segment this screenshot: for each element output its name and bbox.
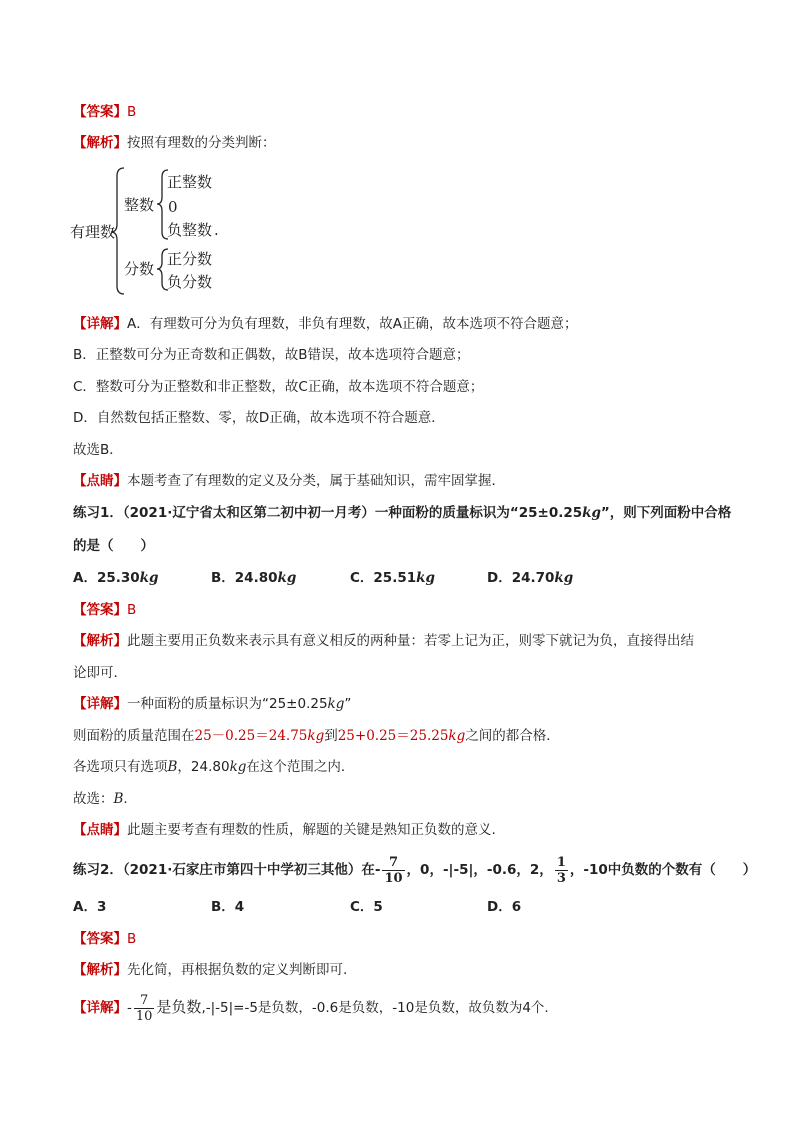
fraction-1-3: $\frac{1}{3}$ (556, 854, 566, 886)
detail-line-6: 【详解】- $\frac{7}{10}$ 是负数,-|-5|=-5是负数，-0.6是负数，-10是负数，故负数为4个. (73, 992, 549, 1024)
conclusion-line: 故选B． (73, 442, 123, 458)
answer-line-2 (73, 600, 136, 620)
question-text: 练习1．（2021·辽宁省太和区第二初中初一月考）一种面粉的质量标识为“25±0.25 (73, 505, 583, 521)
choose-line: 故选：B. (73, 791, 128, 807)
option-d: D．24.70kg (487, 570, 574, 586)
option-a: A．25.30kg (73, 570, 159, 586)
tree-integer-item: 正整数 (167, 173, 213, 191)
point-line-2 (73, 820, 496, 840)
analysis-tag: 【解析】 (73, 633, 127, 649)
answer-value: B (127, 104, 137, 120)
point-text: 此题主要考查有理数的性质，解题的关键是熟知正负数的意义. (127, 822, 496, 838)
answer-value: B (127, 602, 137, 618)
answer-tag: 【答案】 (73, 602, 127, 618)
analysis-text: 先化简，再根据负数的定义判断即可. (127, 962, 348, 978)
detail-tag: 【详解】 (73, 696, 127, 712)
detail-tag: 【详解】 (73, 316, 127, 332)
detail-line-5: 【详解】一种面粉的质量标识为“25±0.25kg” (73, 696, 352, 712)
analysis-tag: 【解析】 (73, 135, 127, 151)
tree-period: . (214, 221, 219, 239)
point-line-1 (73, 471, 505, 491)
detail-line-1 (73, 314, 577, 334)
detail-text: A．有理数可分为负有理数，非负有理数，故A正确，故本选项不符合题意； (127, 316, 578, 332)
exercise-1-question-line-2: 的是（ ） (73, 538, 154, 554)
exercise-2-question: 练习2．（2021·石家庄市第四十中学初三其他）在- $\frac{7}{10}$ ，0，-|-5|，-0.6，2， $\frac{1}{3}$ ，-10中负数的个数有（ ） (73, 854, 757, 886)
option-b: B．4 (211, 899, 245, 915)
tree-fraction-item: 负分数 (167, 273, 213, 291)
option-c: C．25.51kg (350, 570, 435, 586)
tree-integer: 整数 (124, 196, 155, 214)
option-a: A．3 (73, 899, 107, 915)
option-d: D．6 (487, 899, 522, 915)
detail-line-3: C．整数可分为正整数和非正整数，故C正确，故本选项不符合题意； (73, 379, 484, 395)
exercise-2-options (73, 897, 723, 917)
tree-braces (0, 0, 794, 320)
detail-text: 一种面粉的质量标识为“25±0.25 (127, 696, 328, 712)
point-tag: 【点睛】 (73, 822, 127, 838)
detail-line-2: B．正整数可分为正奇数和正偶数，故B错误，故本选项符合题意； (73, 347, 470, 363)
exercise-1-question-line-1 (73, 503, 731, 523)
range-upper: 25+0.25＝25.25 (337, 728, 449, 744)
point-tag: 【点睛】 (73, 473, 127, 489)
question-text: 练习2．（2021·石家庄市第四十中学初三其他）在- (73, 862, 381, 878)
answer-line-3 (73, 929, 136, 949)
analysis-tag: 【解析】 (73, 962, 127, 978)
point-text: 本题考查了有理数的定义及分类，属于基础知识，需牢固掌握． (127, 473, 505, 489)
option-c: C．5 (350, 899, 383, 915)
answer-tag: 【答案】 (73, 931, 127, 947)
analysis-line-3 (73, 960, 347, 980)
exercise-1-options (73, 568, 723, 588)
analysis-text: 此题主要用正负数来表示具有意义相反的两种量：若零上记为正，则零下就记为负，直接得出结 (127, 633, 694, 649)
only-line: 各选项只有选项B，24.80kg在这个范围之内． (73, 759, 355, 775)
detail-tag: 【详解】 (73, 1000, 127, 1016)
fraction-7-10: $\frac{7}{10}$ (384, 854, 403, 886)
range-lower: 25－0.25＝24.75 (194, 728, 308, 744)
analysis-line-2b: 论即可． (73, 665, 127, 681)
answer-value: B (127, 931, 137, 947)
answer-tag: 【答案】 (73, 104, 127, 120)
unit-kg: kg (327, 696, 345, 712)
analysis-line-2 (73, 631, 694, 651)
detail-line-4: D．自然数包括正整数、零，故D正确，故本选项不符合题意． (73, 410, 445, 426)
tree-root: 有理数 (70, 223, 116, 241)
tree-fraction-item: 正分数 (167, 250, 213, 268)
tree-integer-item: 负整数 (167, 221, 213, 239)
option-b: B．24.80kg (211, 570, 297, 586)
unit-kg: kg (582, 505, 601, 521)
range-line: 则面粉的质量范围在25－0.25＝24.75kg到25+0.25＝25.25kg之间的都合格． (73, 728, 560, 744)
analysis-text: 按照有理数的分类判断： (127, 135, 276, 151)
question-text: ”，则下列面粉中合格 (600, 505, 732, 521)
fraction-7-10: $\frac{7}{10}$ (135, 992, 153, 1024)
tree-integer-item: 0 (168, 198, 178, 216)
tree-fraction: 分数 (124, 260, 155, 278)
